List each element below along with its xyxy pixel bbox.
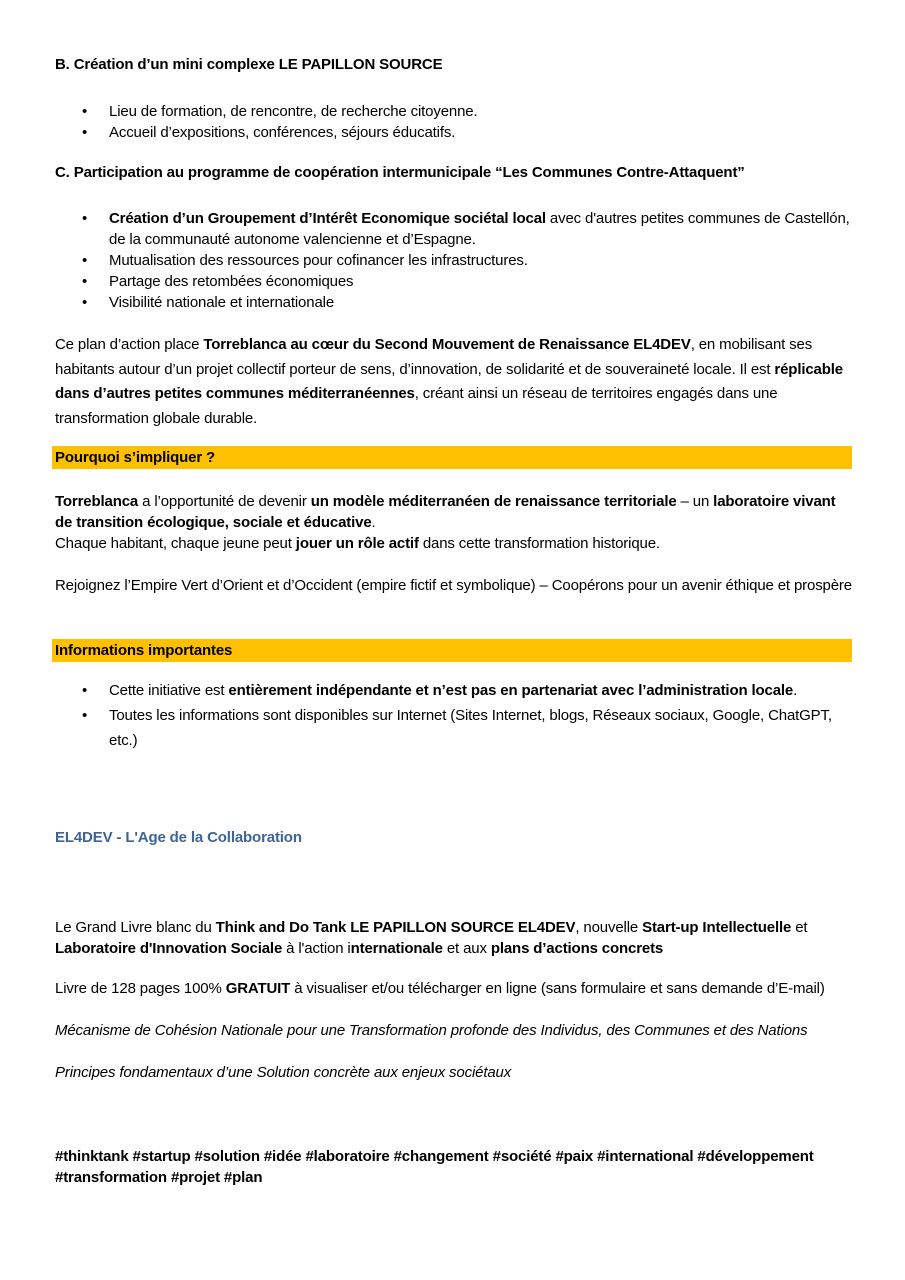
list-item: • Partage des retombées économiques (55, 271, 852, 292)
info-list (55, 678, 852, 753)
why-heading-band: Pourquoi s’impliquer ? (52, 446, 852, 469)
list-item: • Création d’un Groupement d’Intérêt Economique sociétal local avec d'autres petites communes de Castellón, de la communauté autonome valencienne et d’Espagne. (55, 208, 852, 250)
section-c-heading: C. Participation au programme de coopération intermunicipale “Les Communes Contre-Attaquent” (55, 164, 745, 181)
why-paragraph: Torreblanca a l’opportunité de devenir un modèle méditerranéen de renaissance territoriale – un laboratoire vivant de transition écologique, sociale et éducative. Chaque habitant, chaque jeune peut jouer un rôle actif dans cette transformation historique. (55, 493, 836, 552)
list-item: • Accueil d’expositions, conférences, séjours éducatifs. (55, 122, 852, 143)
list-item: • Cette initiative est entièrement indépendante et n’est pas en partenariat avec l’administration locale. (55, 678, 852, 703)
book-paragraph: Le Grand Livre blanc du Think and Do Tank LE PAPILLON SOURCE EL4DEV, nouvelle Start-up Intellectuelle et Laboratoire d'Innovation Sociale à l'action internationale et aux plans d’actions concrets (55, 919, 808, 957)
list-item: • Toutes les informations sont disponibles sur Internet (Sites Internet, blogs, Réseaux sociaux, Google, ChatGPT, etc.) (55, 703, 852, 753)
plan-paragraph: Ce plan d’action place Torreblanca au cœur du Second Mouvement de Renaissance EL4DEV, en mobilisant ses habitants autour d’un projet collectif porteur de sens, d’innovation, de solidarité et de souveraineté locale. Il est réplicable dans d’autres petites communes méditerranéennes, créant ainsi un réseau de territoires engagés dans une transformation globale durable. (55, 336, 843, 427)
book-principles: Principes fondamentaux d’une Solution concrète aux enjeux sociétaux (55, 1064, 512, 1081)
list-item: • Lieu de formation, de rencontre, de recherche citoyenne. (55, 101, 852, 122)
book-subtitle: Mécanisme de Cohésion Nationale pour une Transformation profonde des Individus, des Communes et des Nations (55, 1022, 808, 1039)
list-item: • Visibilité nationale et internationale (55, 292, 852, 313)
join-paragraph: Rejoignez l’Empire Vert d’Orient et d’Occident (empire fictif et symbolique) – Coopérons pour un avenir éthique et prospère (55, 577, 852, 594)
section-b-heading: B. Création d’un mini complexe LE PAPILLON SOURCE (55, 56, 443, 73)
hashtags: #thinktank #startup #solution #idée #laboratoire #changement #société #paix #international #développement #transformation #projet #plan (55, 1148, 814, 1186)
el4dev-title: EL4DEV - L'Age de la Collaboration (55, 829, 302, 846)
section-c-list (55, 208, 852, 313)
list-item: • Mutualisation des ressources pour cofinancer les infrastructures. (55, 250, 852, 271)
book-pages-paragraph: Livre de 128 pages 100% GRATUIT à visualiser et/ou télécharger en ligne (sans formulaire et sans demande d’E-mail) (55, 980, 825, 997)
section-b-list (55, 101, 852, 143)
info-heading-band: Informations importantes (52, 639, 852, 662)
